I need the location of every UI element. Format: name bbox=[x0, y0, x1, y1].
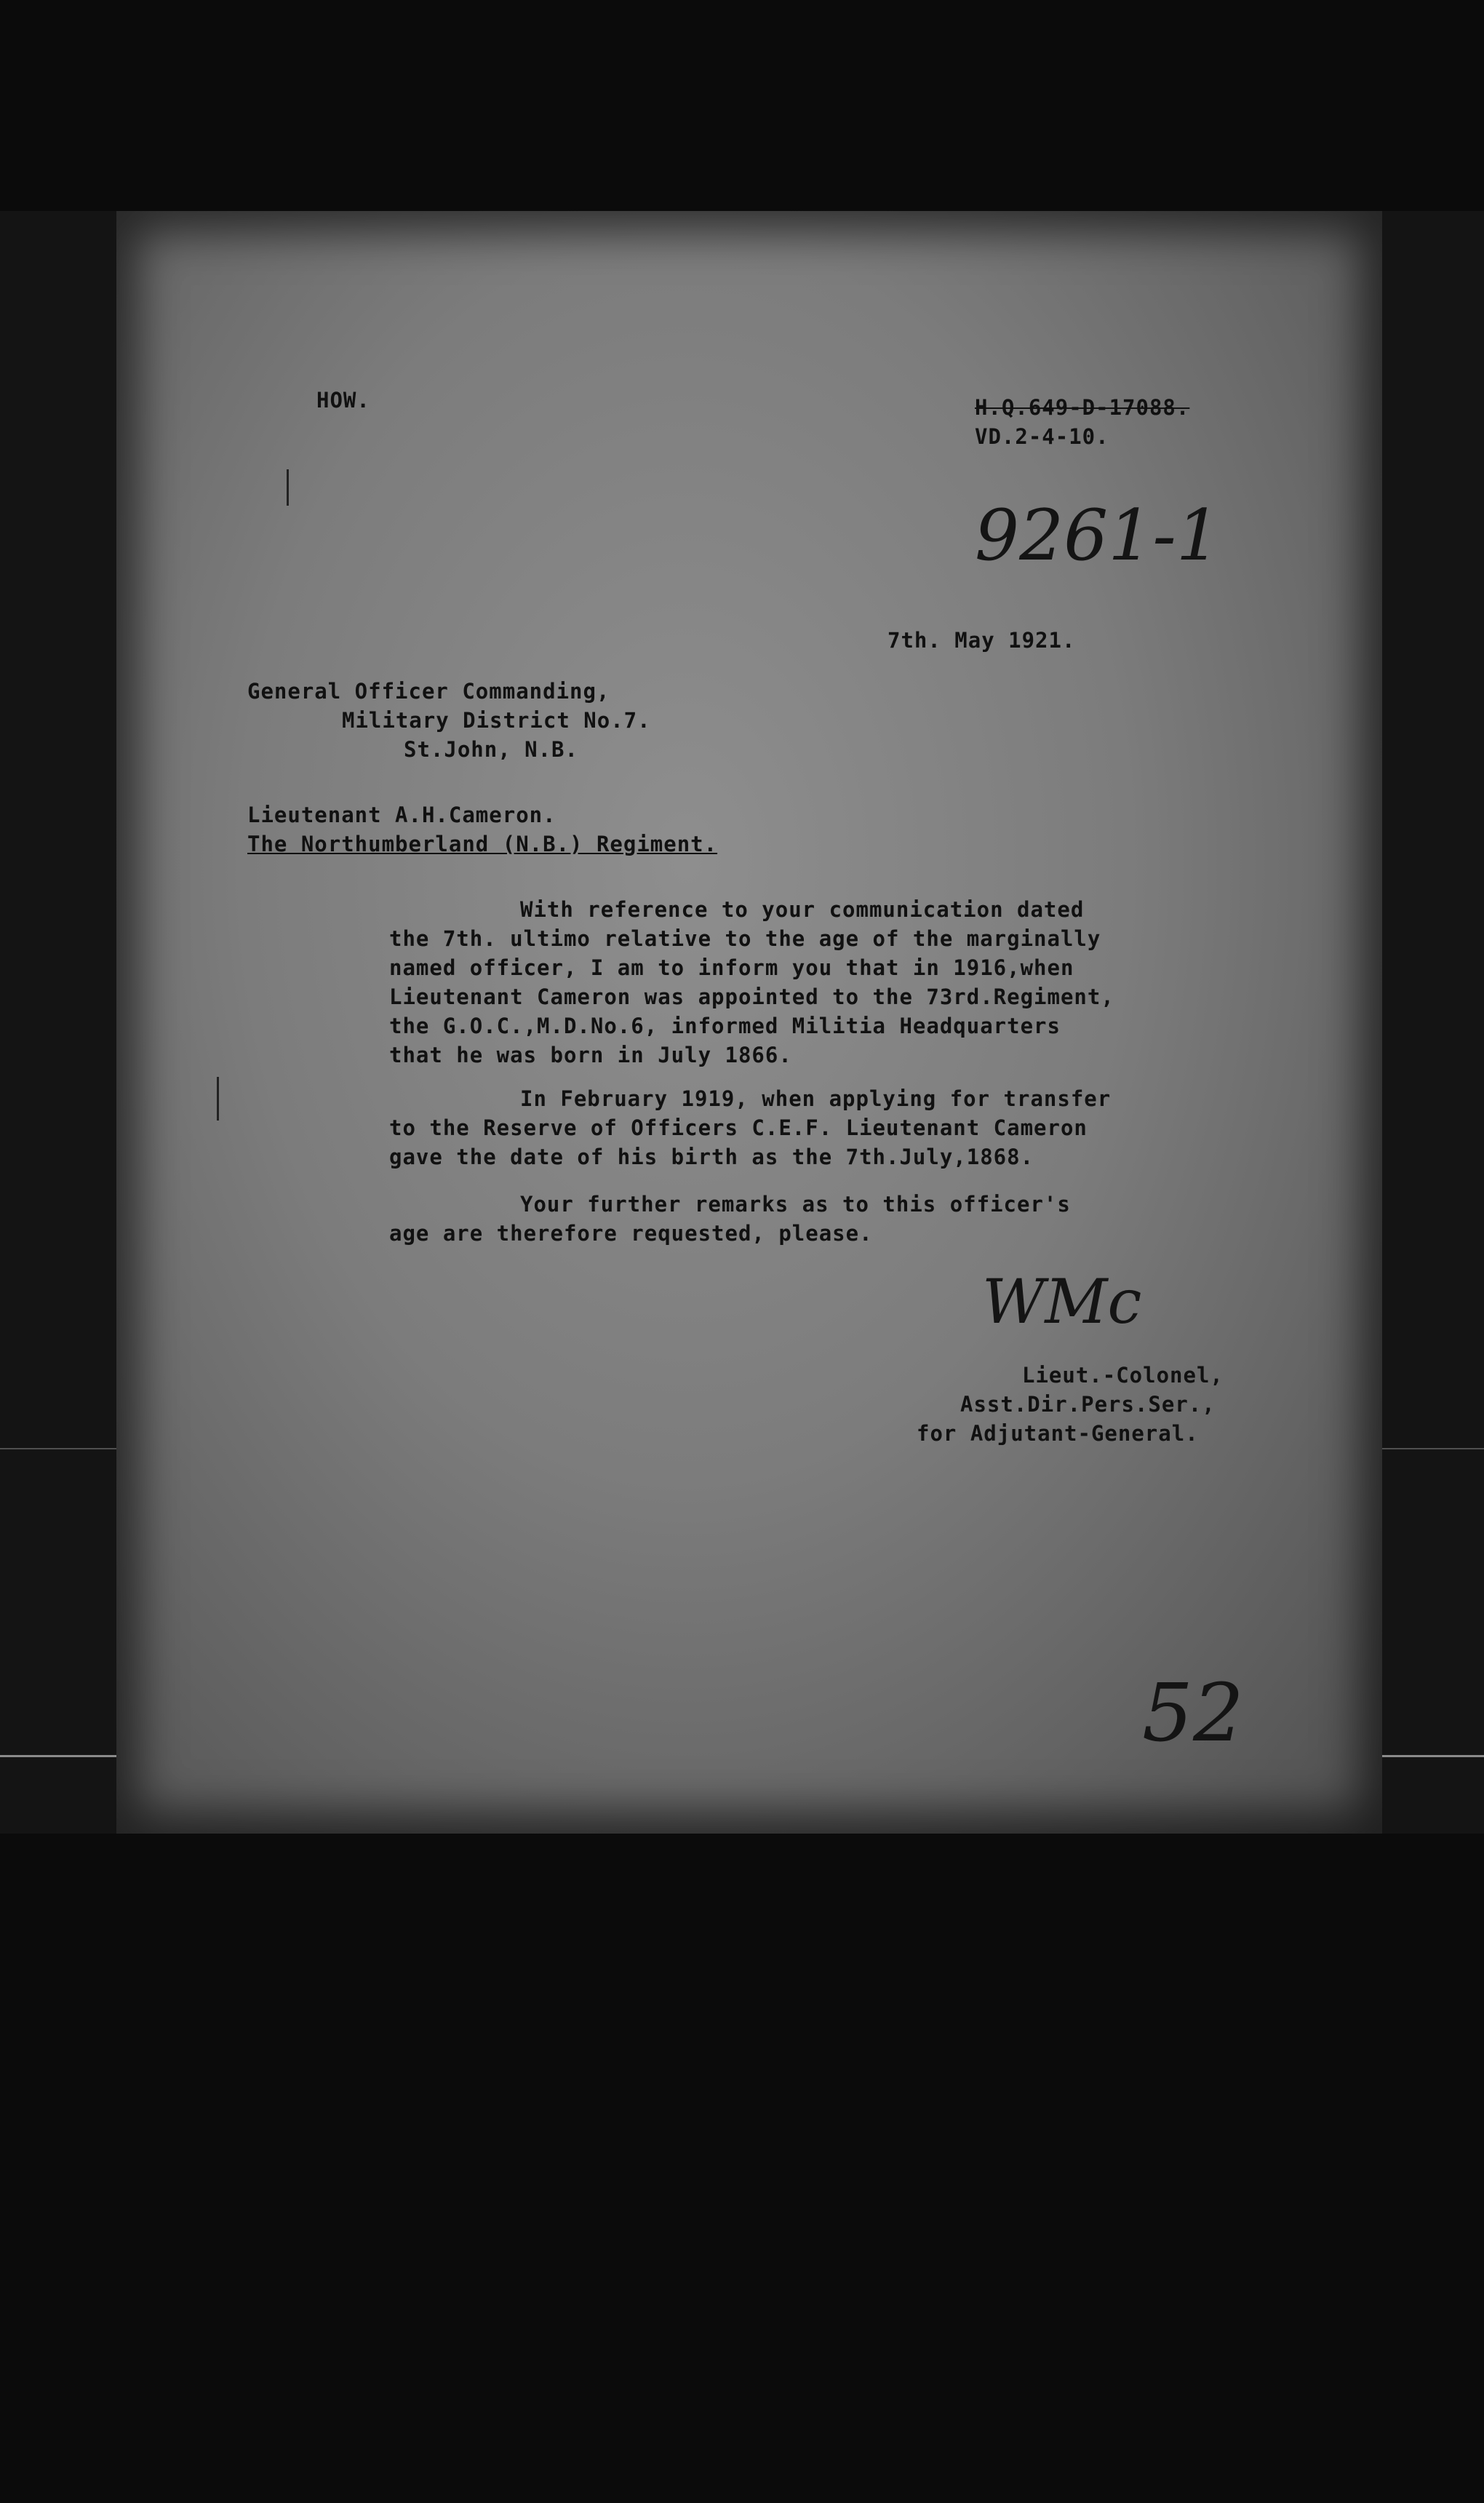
signature-line: Asst.Dir.Pers.Ser., bbox=[960, 1392, 1216, 1417]
marginal-officer-name: Lieutenant A.H.Cameron. bbox=[247, 803, 556, 827]
addressee-line: General Officer Commanding, bbox=[247, 679, 610, 704]
letter-date: 7th. May 1921. bbox=[887, 628, 1076, 653]
marginal-regiment: The Northumberland (N.B.) Regiment. bbox=[247, 832, 718, 856]
addressee-line: Military District No.7. bbox=[342, 708, 651, 733]
film-top-band bbox=[0, 0, 1484, 211]
margin-mark bbox=[287, 469, 289, 506]
paragraph-line: the 7th. ultimo relative to the age of the marginally bbox=[389, 926, 1101, 951]
paragraph-line: named officer, I am to inform you that in 1916,when bbox=[389, 955, 1074, 980]
paragraph-line: that he was born in July 1866. bbox=[389, 1043, 792, 1067]
paragraph-line: to the Reserve of Officers C.E.F. Lieutenant Cameron bbox=[389, 1115, 1088, 1140]
paragraph-line: With reference to your communication dated bbox=[520, 897, 1085, 922]
handwritten-page-number: 52 bbox=[1142, 1666, 1244, 1759]
signature-line: Lieut.-Colonel, bbox=[1022, 1363, 1224, 1388]
paragraph-line: In February 1919, when applying for transfer bbox=[520, 1086, 1112, 1111]
signature-initials: WMc bbox=[982, 1266, 1142, 1337]
handwritten-file-number: 9261-1 bbox=[975, 495, 1221, 576]
paragraph-line: age are therefore requested, please. bbox=[389, 1221, 873, 1246]
paragraph-line: gave the date of his birth as the 7th.July,1868. bbox=[389, 1145, 1034, 1169]
file-reference: VD.2-4-10. bbox=[975, 424, 1109, 449]
document-page bbox=[116, 211, 1382, 1834]
paragraph-line: the G.O.C.,M.D.No.6, informed Militia Headquarters bbox=[389, 1014, 1061, 1038]
signature-line: for Adjutant-General. bbox=[917, 1421, 1199, 1446]
paragraph-line: Lieutenant Cameron was appointed to the 73rd.Regiment, bbox=[389, 984, 1114, 1009]
addressee-line: St.John, N.B. bbox=[404, 737, 578, 762]
paragraph-line: Your further remarks as to this officer's bbox=[520, 1192, 1071, 1217]
margin-mark bbox=[217, 1077, 219, 1121]
film-bottom-band bbox=[0, 1834, 1484, 2503]
file-reference-struck: H.Q.649-D-17088. bbox=[975, 395, 1190, 420]
header-left: HOW. bbox=[316, 388, 370, 413]
